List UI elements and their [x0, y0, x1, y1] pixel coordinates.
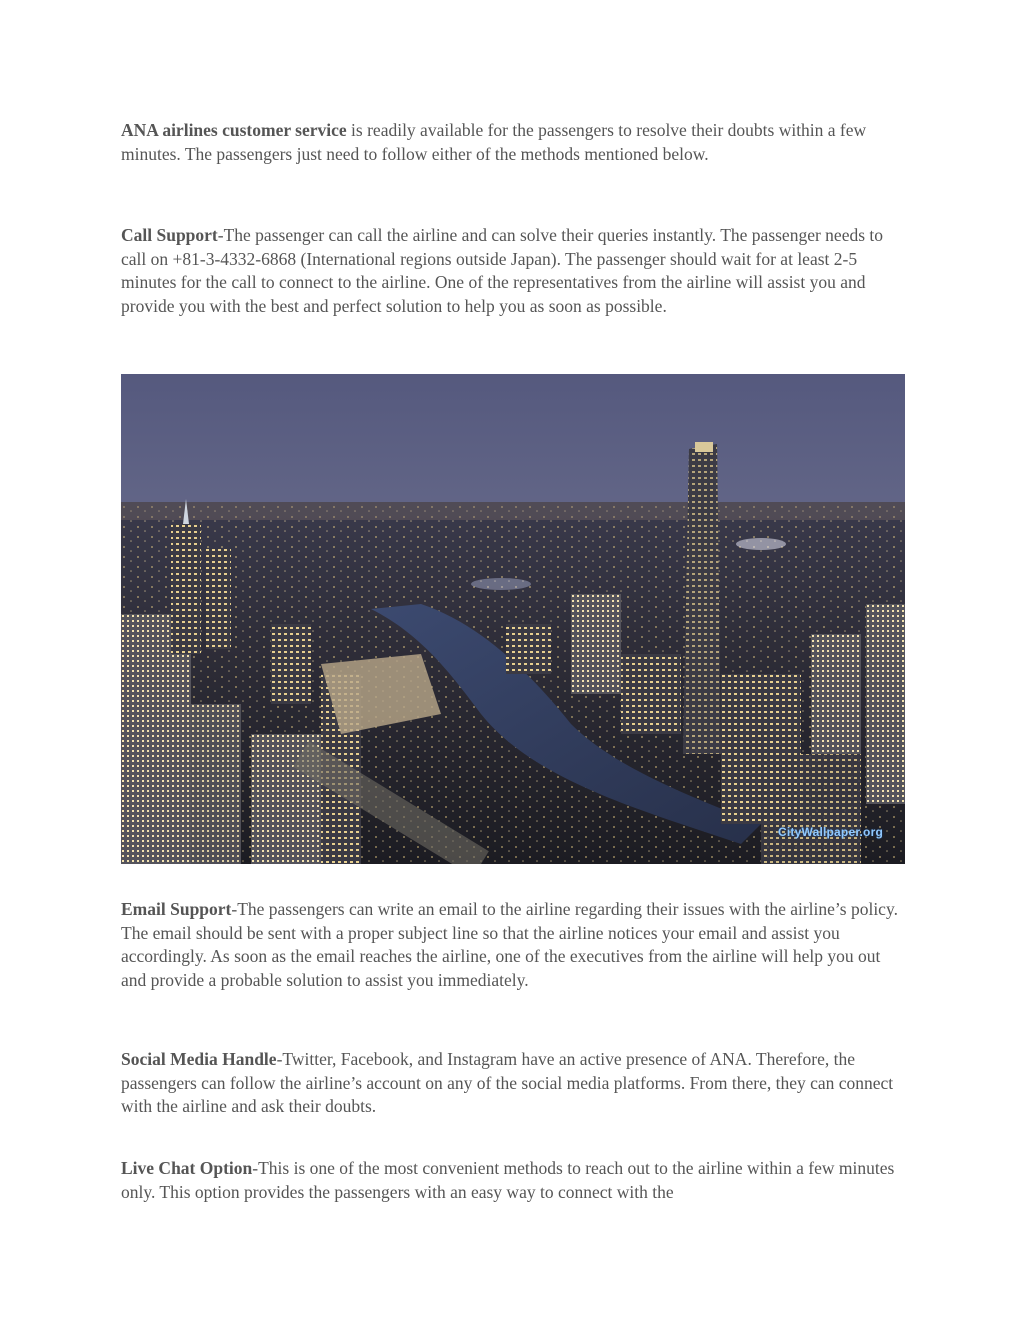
- city-skyline-illustration: [121, 374, 905, 864]
- email-support-heading: Email Support: [121, 899, 232, 919]
- social-media-heading: Social Media Handle: [121, 1049, 277, 1069]
- live-chat-text: -This is one of the most convenient methods to reach out to the airline within a few minutes only. This option provides the passengers with an easy way to connect with the: [121, 1158, 895, 1202]
- intro-heading: ANA airlines customer service: [121, 120, 347, 140]
- live-chat-paragraph: [121, 1157, 906, 1204]
- social-media-paragraph: [121, 1048, 906, 1119]
- photo-watermark: CityWallpaper.org: [778, 824, 883, 839]
- email-support-paragraph: [121, 898, 906, 992]
- live-chat-heading: Live Chat Option: [121, 1158, 253, 1178]
- email-support-text: -The passengers can write an email to the airline regarding their issues with the airline’s policy. The email should be sent with a proper subject line so that the airline notices your email and assist you accordingly. As soon as the email reaches the airline, one of the executives from the airline will help you out and provide a probable solution to assist you immediately.: [121, 899, 898, 990]
- intro-paragraph: [121, 119, 906, 166]
- city-night-photo: [121, 374, 905, 864]
- call-support-text: -The passenger can call the airline and can solve their queries instantly. The passenger needs to call on +81-3-4332-6868 (International regions outside Japan). The passenger should wait for at least 2-5 minutes for the call to connect to the airline. One of the representatives from the airline will assist you and provide you with the best and perfect solution to help you as soon as possible.: [121, 225, 884, 316]
- intro-text: is readily available for the passengers to resolve their doubts within a few minutes. The passengers just need to follow either of the methods mentioned below.: [121, 120, 867, 164]
- call-support-paragraph: [121, 224, 906, 318]
- social-media-text: -Twitter, Facebook, and Instagram have an active presence of ANA. Therefore, the passengers can follow the airline’s account on any of the social media platforms. From there, they can connect with the airline and ask their doubts.: [121, 1049, 894, 1116]
- call-support-heading: Call Support: [121, 225, 218, 245]
